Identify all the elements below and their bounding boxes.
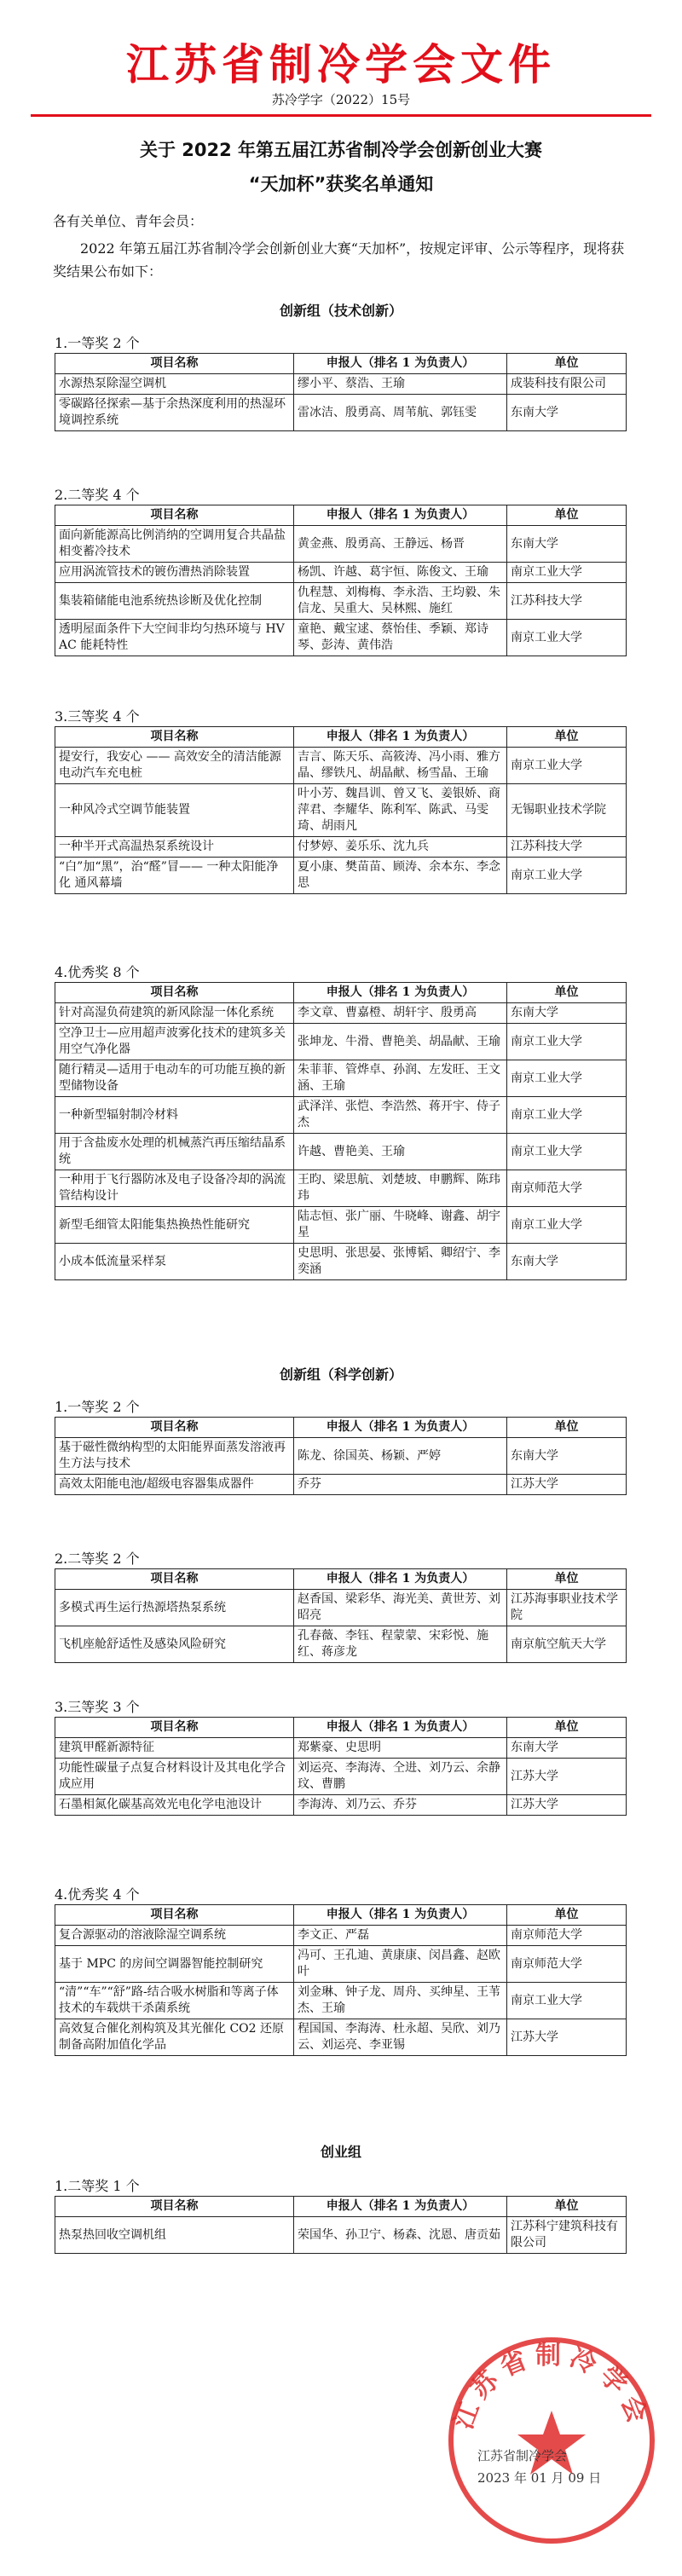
unit: 东南大学 — [507, 1438, 627, 1475]
unit: 江苏大学 — [507, 2019, 627, 2056]
unit: 江苏科技大学 — [507, 837, 627, 858]
applicants: 李海涛、刘乃云、乔芬 — [294, 1795, 507, 1816]
table-row — [55, 1024, 627, 1060]
signing-organization: 江苏省制冷学会 — [477, 2448, 568, 2463]
award-table — [55, 1568, 627, 1663]
project-name: 随行精灵—适用于电动车的可功能互换的新型储物设备 — [55, 1060, 294, 1097]
table-header-row — [55, 1418, 627, 1438]
unit: 东南大学 — [507, 1003, 627, 1024]
header-project: 项目名称 — [55, 1718, 294, 1738]
project-name: 面向新能源高比例消纳的空调用复合共晶盐相变蓄冷技术 — [55, 526, 294, 563]
applicants: 陆志恒、张广丽、牛晓峰、谢鑫、胡宇星 — [294, 1207, 507, 1244]
header-red-rule — [31, 114, 651, 117]
table-row — [55, 748, 627, 784]
unit: 南京工业大学 — [507, 1134, 627, 1170]
table-row — [55, 1795, 627, 1816]
project-name: 功能性碳量子点复合材料设计及其电化学合成应用 — [55, 1759, 294, 1795]
unit: 南京工业大学 — [507, 1060, 627, 1097]
table-header-row — [55, 727, 627, 748]
applicants: 荣国华、孙卫宁、杨森、沈恩、唐贡茹 — [294, 2217, 507, 2254]
table-row — [55, 1983, 627, 2019]
applicants: 李文章、曹嘉橙、胡轩宇、殷勇高 — [294, 1003, 507, 1024]
project-name: 基于 MPC 的房间空调器智能控制研究 — [55, 1946, 294, 1983]
table-row — [55, 1759, 627, 1795]
table-row — [55, 837, 627, 858]
notice-title-line2: “天加杯”获奖名单通知 — [248, 174, 434, 194]
table-row — [55, 1207, 627, 1244]
applicants: 史思明、张思晏、张博韬、卿绍宁、李奕涵 — [294, 1244, 507, 1280]
applicants: 陈龙、徐国英、杨颖、严婷 — [294, 1438, 507, 1475]
applicants: 李文正、严磊 — [294, 1926, 507, 1946]
project-name: 用于含盐废水处理的机械蒸汽再压缩结晶系统 — [55, 1134, 294, 1170]
header-project: 项目名称 — [55, 727, 294, 748]
unit: 南京工业大学 — [507, 620, 627, 656]
table-row — [55, 1003, 627, 1024]
applicants: 杨凯、许越、葛宇恒、陈俊文、王瑜 — [294, 563, 507, 583]
award-table — [55, 1904, 627, 2056]
project-name: “清”“车”“舒”路-结合吸水树脂和等离子体技术的车载烘干杀菌系统 — [55, 1983, 294, 2019]
header-unit: 单位 — [507, 1569, 627, 1590]
header-applicants: 申报人（排名 1 为负责人） — [294, 1905, 507, 1926]
project-name: 一种用于飞行器防冰及电子设备冷却的涡流管结构设计 — [55, 1170, 294, 1207]
applicants: 赵香国、梁彩华、海光美、黄世芳、刘昭亮 — [294, 1590, 507, 1626]
project-name: 基于磁性微纳构型的太阳能界面蒸发溶液再生方法与技术 — [55, 1438, 294, 1475]
award-title: 4.优秀奖 8 个 — [55, 964, 140, 980]
table-row — [55, 1926, 627, 1946]
applicants: 冯可、王孔迪、黄康康、闵昌鑫、赵欧叶 — [294, 1946, 507, 1983]
header-applicants: 申报人（排名 1 为负责人） — [294, 727, 507, 748]
group-title: 创新组（科学创新） — [279, 1366, 402, 1383]
table-row — [55, 1475, 627, 1495]
applicants: 程国国、李海涛、杜永超、吴欣、刘乃云、刘运亮、李亚锡 — [294, 2019, 507, 2056]
table-row — [55, 1626, 627, 1663]
unit: 南京工业大学 — [507, 1024, 627, 1060]
project-name: 应用涡流管技术的镀伤漕热消除装置 — [55, 563, 294, 583]
project-name: 热泵热回收空调机组 — [55, 2217, 294, 2254]
header-unit: 单位 — [507, 1418, 627, 1438]
unit: 江苏海事职业技术学院 — [507, 1590, 627, 1626]
applicants: 夏小康、樊苗苗、顾涛、余本东、李念思 — [294, 858, 507, 894]
project-name: 一种半开式高温热泵系统设计 — [55, 837, 294, 858]
document-header-title: 江苏省制冷学会文件 — [126, 40, 556, 90]
award-title: 2.二等奖 4 个 — [55, 487, 140, 503]
project-name: 石墨相氮化碳基高效光电化学电池设计 — [55, 1795, 294, 1816]
project-name: 一种新型辐射制冷材料 — [55, 1097, 294, 1134]
project-name: “白”加“黑”，治“醛”冒—— 一种太阳能净化 通风幕墙 — [55, 858, 294, 894]
document-number: 苏冷学字（2022）15号 — [271, 92, 411, 107]
applicants: 付梦婷、姜乐乐、沈九兵 — [294, 837, 507, 858]
header-unit: 单位 — [507, 505, 627, 526]
applicants: 武泽洋、张恺、李浩然、蒋开宇、侍子杰 — [294, 1097, 507, 1134]
table-row — [55, 374, 627, 395]
header-applicants: 申报人（排名 1 为负责人） — [294, 1569, 507, 1590]
table-header-row — [55, 1905, 627, 1926]
project-name: 多模式再生运行热源塔热泵系统 — [55, 1590, 294, 1626]
unit: 南京工业大学 — [507, 563, 627, 583]
header-project: 项目名称 — [55, 505, 294, 526]
project-name: 复合源驱动的溶液除湿空调系统 — [55, 1926, 294, 1946]
table-header-row — [55, 983, 627, 1003]
unit: 江苏大学 — [507, 1475, 627, 1495]
award-table — [55, 982, 627, 1280]
table-row — [55, 1170, 627, 1207]
project-name: 高效复合催化剂构筑及其光催化 CO2 还原制备高附加值化学品 — [55, 2019, 294, 2056]
table-row — [55, 784, 627, 837]
award-title: 1.一等奖 2 个 — [55, 1399, 140, 1415]
official-seal — [436, 2325, 667, 2556]
table-header-row — [55, 505, 627, 526]
award-title: 1.一等奖 2 个 — [55, 335, 140, 351]
applicants: 叶小芳、魏昌训、曾又飞、姜银娇、商萍君、李耀华、陈利军、陈武、马雯琦、胡雨凡 — [294, 784, 507, 837]
header-unit: 单位 — [507, 2197, 627, 2217]
applicants: 刘金琳、钟子龙、周舟、买绅星、王苇杰、王瑜 — [294, 1983, 507, 2019]
notice-title-line1: 关于 2022 年第五届江苏省制冷学会创新创业大赛 — [139, 140, 543, 160]
applicants: 缪小平、蔡浩、王瑜 — [294, 374, 507, 395]
table-row — [55, 1244, 627, 1280]
award-table — [55, 1417, 627, 1495]
project-name: 透明屋面条件下大空间非均匀热环境与 HVAC 能耗特性 — [55, 620, 294, 656]
applicants: 仇程慧、刘梅梅、李永浩、王均毅、朱信龙、吴重大、吴林熙、施红 — [294, 583, 507, 620]
signing-date: 2023 年 01 月 09 日 — [477, 2470, 602, 2486]
header-applicants: 申报人（排名 1 为负责人） — [294, 1718, 507, 1738]
project-name: 空净卫士—应用超声波雾化技术的建筑多关用空气净化器 — [55, 1024, 294, 1060]
applicants: 孔春薇、李钰、程蒙蒙、宋彩悦、施红、蒋彦龙 — [294, 1626, 507, 1663]
table-row — [55, 395, 627, 431]
unit: 东南大学 — [507, 526, 627, 563]
header-unit: 单位 — [507, 727, 627, 748]
unit: 东南大学 — [507, 395, 627, 431]
applicants: 童艳、戴宝逑、蔡怡佳、季颖、郑诗琴、彭涛、黄伟浩 — [294, 620, 507, 656]
table-row — [55, 858, 627, 894]
table-row — [55, 1438, 627, 1475]
unit: 南京工业大学 — [507, 1207, 627, 1244]
unit: 南京工业大学 — [507, 748, 627, 784]
header-project: 项目名称 — [55, 2197, 294, 2217]
group-title: 创业组 — [320, 2144, 361, 2160]
unit: 江苏科宁建筑科技有限公司 — [507, 2217, 627, 2254]
applicants: 郑紫豪、史思明 — [294, 1738, 507, 1759]
header-unit: 单位 — [507, 354, 627, 374]
applicants: 张坤龙、牛滑、曹艳美、胡晶献、王瑜 — [294, 1024, 507, 1060]
table-row — [55, 1134, 627, 1170]
table-row — [55, 2019, 627, 2056]
unit: 江苏科技大学 — [507, 583, 627, 620]
applicants: 吉言、陈天乐、高筱涛、冯小雨、雅方晶、缪铁凡、胡晶献、杨雪晶、王瑜 — [294, 748, 507, 784]
project-name: 水源热泵除湿空调机 — [55, 374, 294, 395]
unit: 东南大学 — [507, 1244, 627, 1280]
applicants: 刘运亮、李海涛、仝进、刘乃云、余静玟、曹鹏 — [294, 1759, 507, 1795]
body-paragraph: 2022 年第五届江苏省制冷学会创新创业大赛“天加杯”，按规定评审、公示等程序，现将获奖结果公布如下： — [53, 240, 625, 280]
header-project: 项目名称 — [55, 1905, 294, 1926]
table-header-row — [55, 2197, 627, 2217]
header-applicants: 申报人（排名 1 为负责人） — [294, 505, 507, 526]
seal-star-icon — [517, 2411, 586, 2475]
unit: 东南大学 — [507, 1738, 627, 1759]
table-header-row — [55, 354, 627, 374]
award-title: 2.二等奖 2 个 — [55, 1551, 140, 1567]
table-row — [55, 1060, 627, 1097]
table-row — [55, 583, 627, 620]
header-applicants: 申报人（排名 1 为负责人） — [294, 354, 507, 374]
table-row — [55, 526, 627, 563]
header-unit: 单位 — [507, 1718, 627, 1738]
table-row — [55, 2217, 627, 2254]
award-table — [55, 2196, 627, 2254]
header-applicants: 申报人（排名 1 为负责人） — [294, 983, 507, 1003]
project-name: 提安行，我安心 —— 高效安全的清洁能源电动汽车充电桩 — [55, 748, 294, 784]
table-row — [55, 1946, 627, 1983]
unit: 无锡职业技术学院 — [507, 784, 627, 837]
applicants: 乔芬 — [294, 1475, 507, 1495]
table-row — [55, 620, 627, 656]
unit: 南京工业大学 — [507, 858, 627, 894]
header-project: 项目名称 — [55, 1418, 294, 1438]
group-title: 创新组（技术创新） — [279, 303, 402, 319]
table-row — [55, 1738, 627, 1759]
header-unit: 单位 — [507, 983, 627, 1003]
project-name: 新型毛细管太阳能集热换热性能研究 — [55, 1207, 294, 1244]
project-name: 高效太阳能电池/超级电容器集成器件 — [55, 1475, 294, 1495]
applicants: 朱菲菲、管烨卓、孙润、左发旺、王文涵、王瑜 — [294, 1060, 507, 1097]
header-applicants: 申报人（排名 1 为负责人） — [294, 1418, 507, 1438]
project-name: 零碳路径探索—基于余热深度利用的热湿环境调控系统 — [55, 395, 294, 431]
unit: 成装科技有限公司 — [507, 374, 627, 395]
applicants: 黄金燕、殷勇高、王静远、杨晋 — [294, 526, 507, 563]
unit: 南京工业大学 — [507, 1097, 627, 1134]
applicants: 许越、曹艳美、王瑜 — [294, 1134, 507, 1170]
award-table — [55, 505, 627, 656]
award-title: 3.三等奖 3 个 — [55, 1699, 140, 1715]
salutation: 各有关单位、青年会员： — [53, 213, 204, 229]
unit: 南京工业大学 — [507, 1983, 627, 2019]
award-title: 3.三等奖 4 个 — [55, 708, 140, 725]
seal-ring-text: 江苏省制冷学会 — [448, 2341, 655, 2434]
header-project: 项目名称 — [55, 983, 294, 1003]
unit: 南京师范大学 — [507, 1946, 627, 1983]
project-name: 小成本低流量采样泵 — [55, 1244, 294, 1280]
unit: 江苏大学 — [507, 1759, 627, 1795]
header-project: 项目名称 — [55, 1569, 294, 1590]
award-table — [55, 726, 627, 894]
header-unit: 单位 — [507, 1905, 627, 1926]
table-header-row — [55, 1569, 627, 1590]
award-title: 1.二等奖 1 个 — [55, 2178, 140, 2194]
project-name: 建筑甲醛新源特征 — [55, 1738, 294, 1759]
table-row — [55, 563, 627, 583]
unit: 南京师范大学 — [507, 1926, 627, 1946]
award-table — [55, 353, 627, 431]
header-applicants: 申报人（排名 1 为负责人） — [294, 2197, 507, 2217]
table-row — [55, 1590, 627, 1626]
unit: 江苏大学 — [507, 1795, 627, 1816]
award-title: 4.优秀奖 4 个 — [55, 1886, 140, 1903]
project-name: 一种风冷式空调节能装置 — [55, 784, 294, 837]
award-table — [55, 1717, 627, 1816]
project-name: 针对高湿负荷建筑的新风除湿一体化系统 — [55, 1003, 294, 1024]
unit: 南京师范大学 — [507, 1170, 627, 1207]
unit: 南京航空航天大学 — [507, 1626, 627, 1663]
project-name: 集装箱储能电池系统热诊断及优化控制 — [55, 583, 294, 620]
applicants: 雷冰洁、殷勇高、周苇航、郭钰雯 — [294, 395, 507, 431]
table-header-row — [55, 1718, 627, 1738]
project-name: 飞机座舱舒适性及感染风险研究 — [55, 1626, 294, 1663]
header-project: 项目名称 — [55, 354, 294, 374]
applicants: 王昀、梁思航、刘楚坡、申鹏辉、陈玮玮 — [294, 1170, 507, 1207]
table-row — [55, 1097, 627, 1134]
